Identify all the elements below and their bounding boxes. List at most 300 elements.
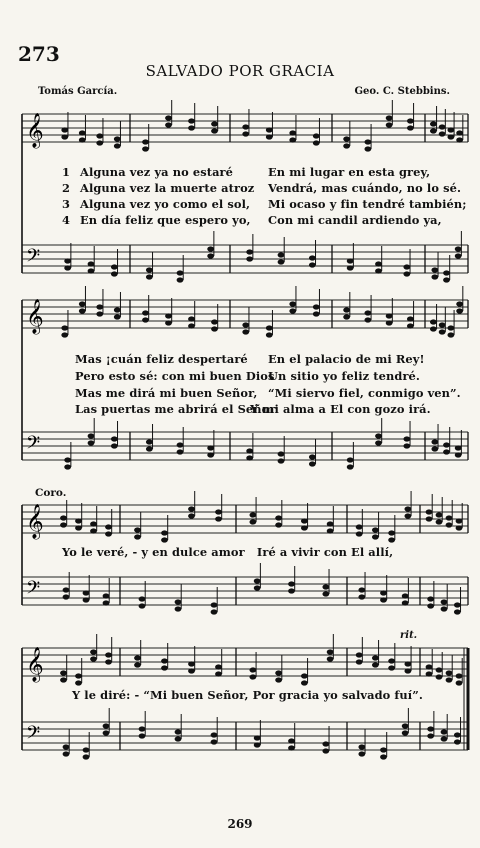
verse-line: Alguna vez la muerte atroz xyxy=(80,181,255,195)
hymn-title: SALVADO POR GRACIA xyxy=(145,62,335,80)
bass-note xyxy=(211,732,218,737)
treble-note xyxy=(165,320,172,325)
bass-note xyxy=(103,723,110,728)
treble-note xyxy=(456,308,463,313)
treble-note xyxy=(105,531,112,536)
treble-note xyxy=(364,310,371,315)
bass-note xyxy=(88,261,95,266)
bass-note xyxy=(146,267,153,272)
treble-note xyxy=(436,512,443,517)
treble-note xyxy=(372,527,379,532)
treble-note xyxy=(96,311,103,316)
bass-note xyxy=(207,452,214,457)
bass-note xyxy=(64,457,71,462)
treble-note xyxy=(426,664,433,669)
treble-note xyxy=(90,649,97,654)
verse-number: 2 xyxy=(62,181,71,195)
bass-note xyxy=(455,452,462,457)
treble-note xyxy=(327,528,334,533)
treble-note xyxy=(188,118,195,123)
treble-note xyxy=(364,317,371,322)
chorus-lyric-line-2: Y le diré: - “Mi buen Señor, Por gracia yo salvado fuí”. xyxy=(72,688,423,702)
verse-line: Vendrá, mas cuándo, no lo sé. xyxy=(268,181,462,195)
treble-note xyxy=(266,325,273,330)
bass-note xyxy=(380,590,387,595)
bass-note xyxy=(403,443,410,448)
treble-note xyxy=(456,518,463,523)
treble-note xyxy=(188,125,195,130)
bass-note xyxy=(427,603,434,608)
page-number-bottom: 269 xyxy=(227,817,253,831)
bass-note xyxy=(443,277,450,282)
bass-note xyxy=(380,754,387,759)
treble-note xyxy=(456,525,463,530)
bass-note xyxy=(403,436,410,441)
treble-note xyxy=(426,516,433,521)
treble-note xyxy=(90,656,97,661)
bass-note xyxy=(380,597,387,602)
author-credit: Tomás García. xyxy=(38,86,118,97)
treble-note xyxy=(446,515,453,520)
bass-note xyxy=(111,443,118,448)
treble-note xyxy=(386,122,393,127)
treble-note xyxy=(165,122,172,127)
bass-note xyxy=(175,606,182,611)
bass-note xyxy=(358,744,365,749)
treble-note xyxy=(386,320,393,325)
treble-note xyxy=(388,530,395,535)
treble-note xyxy=(114,314,121,319)
treble-note xyxy=(386,115,393,120)
treble-note xyxy=(90,521,97,526)
bass-note xyxy=(211,739,218,744)
bass-note xyxy=(254,735,261,740)
bass-note xyxy=(254,742,261,747)
bass-note xyxy=(322,741,329,746)
verse-line: Un sitio yo feliz tendré. xyxy=(268,369,420,383)
treble-note xyxy=(343,143,350,148)
treble-note xyxy=(96,140,103,145)
treble-note xyxy=(134,527,141,532)
treble-clef-icon: 𝄞 xyxy=(26,647,44,682)
treble-note xyxy=(364,139,371,144)
treble-note xyxy=(456,301,463,306)
treble-note xyxy=(142,310,149,315)
bass-clef-icon: 𝄢 xyxy=(26,723,41,748)
treble-clef-icon: 𝄞 xyxy=(26,299,44,334)
bass-note xyxy=(177,442,184,447)
bass-note xyxy=(177,277,184,282)
treble-note xyxy=(301,680,308,685)
treble-note xyxy=(456,673,463,678)
treble-note xyxy=(364,146,371,151)
treble-note xyxy=(372,662,379,667)
bass-note xyxy=(63,751,70,756)
bass-note xyxy=(431,274,438,279)
treble-note xyxy=(404,661,411,666)
treble-note xyxy=(426,509,433,514)
bass-note xyxy=(454,732,461,737)
bass-note xyxy=(246,249,253,254)
bass-note xyxy=(455,253,462,258)
bass-note xyxy=(146,274,153,279)
treble-note xyxy=(142,146,149,151)
bass-note xyxy=(83,590,90,595)
treble-note xyxy=(188,316,195,321)
bass-note xyxy=(375,440,382,445)
bass-clef-icon: 𝄢 xyxy=(26,246,41,271)
verse-line: Pero esto sé: con mi buen Dios xyxy=(75,369,275,383)
treble-note xyxy=(211,319,218,324)
bass-note xyxy=(403,264,410,269)
bass-note xyxy=(88,433,95,438)
treble-note xyxy=(105,652,112,657)
treble-note xyxy=(430,121,437,126)
treble-note xyxy=(114,136,121,141)
treble-note xyxy=(75,680,82,685)
treble-note xyxy=(436,674,443,679)
bass-note xyxy=(278,252,285,257)
treble-note xyxy=(105,524,112,529)
bass-note xyxy=(103,600,110,605)
bass-note xyxy=(402,723,409,728)
treble-note xyxy=(75,518,82,523)
bass-note xyxy=(347,457,354,462)
treble-note xyxy=(301,673,308,678)
verse-line: En día feliz que espero yo, xyxy=(80,213,251,227)
bass-note xyxy=(83,747,90,752)
bass-clef-icon: 𝄢 xyxy=(26,433,41,458)
bass-note xyxy=(111,271,118,276)
treble-note xyxy=(215,509,222,514)
treble-note xyxy=(343,136,350,141)
treble-clef-icon: 𝄞 xyxy=(26,504,44,539)
treble-note xyxy=(289,301,296,306)
bass-note xyxy=(455,246,462,251)
verse-number: 4 xyxy=(62,213,71,227)
bass-note xyxy=(309,255,316,260)
treble-note xyxy=(249,512,256,517)
bass-note xyxy=(322,748,329,753)
bass-note xyxy=(246,455,253,460)
treble-note xyxy=(215,671,222,676)
treble-note xyxy=(356,531,363,536)
treble-note xyxy=(404,506,411,511)
bass-note xyxy=(103,593,110,598)
treble-note xyxy=(356,659,363,664)
treble-note xyxy=(60,522,67,527)
bass-note xyxy=(211,609,218,614)
bass-note xyxy=(431,267,438,272)
bass-note xyxy=(441,729,448,734)
bass-note xyxy=(443,270,450,275)
treble-note xyxy=(404,668,411,673)
treble-note xyxy=(430,128,437,133)
treble-note xyxy=(446,677,453,682)
treble-note xyxy=(446,670,453,675)
bass-note xyxy=(103,730,110,735)
bass-note xyxy=(427,596,434,601)
bass-note xyxy=(177,270,184,275)
bass-note xyxy=(454,739,461,744)
ritardando-mark: rit. xyxy=(400,630,418,641)
bass-note xyxy=(309,262,316,267)
treble-note xyxy=(249,667,256,672)
treble-note xyxy=(266,332,273,337)
treble-note xyxy=(447,127,454,132)
bass-note xyxy=(441,606,448,611)
treble-note xyxy=(447,332,454,337)
treble-note xyxy=(79,137,86,142)
bass-note xyxy=(347,265,354,270)
treble-note xyxy=(356,524,363,529)
treble-note xyxy=(407,118,414,123)
treble-note xyxy=(161,530,168,535)
treble-note xyxy=(60,677,67,682)
treble-note xyxy=(447,134,454,139)
treble-note xyxy=(386,313,393,318)
treble-note xyxy=(114,143,121,148)
treble-note xyxy=(456,680,463,685)
treble-note xyxy=(215,516,222,521)
bass-note xyxy=(443,442,450,447)
treble-note xyxy=(275,522,282,527)
page-number-top: 273 xyxy=(18,42,60,66)
bass-note xyxy=(254,585,261,590)
bass-note xyxy=(64,464,71,469)
bass-note xyxy=(455,445,462,450)
treble-note xyxy=(313,140,320,145)
bass-note xyxy=(402,730,409,735)
verse-line: Mas me dirá mi buen Señor, xyxy=(75,386,258,400)
bass-note xyxy=(139,733,146,738)
bass-note xyxy=(88,268,95,273)
treble-note xyxy=(446,522,453,527)
treble-note xyxy=(313,311,320,316)
bass-note xyxy=(139,726,146,731)
bass-note xyxy=(139,603,146,608)
treble-note xyxy=(327,521,334,526)
treble-note xyxy=(436,519,443,524)
verse-line: Mi ocaso y fin tendré también; xyxy=(268,197,467,211)
bass-note xyxy=(427,726,434,731)
treble-note xyxy=(343,307,350,312)
bass-note xyxy=(347,258,354,263)
treble-note xyxy=(404,513,411,518)
treble-note xyxy=(165,313,172,318)
bass-note xyxy=(403,271,410,276)
verse-number: 1 xyxy=(62,165,71,179)
bass-note xyxy=(375,433,382,438)
treble-note xyxy=(161,665,168,670)
treble-note xyxy=(61,325,68,330)
bass-note xyxy=(288,745,295,750)
bass-note xyxy=(175,736,182,741)
bass-note xyxy=(454,609,461,614)
treble-note xyxy=(275,677,282,682)
treble-note xyxy=(430,326,437,331)
bass-note xyxy=(288,581,295,586)
bass-note xyxy=(288,588,295,593)
bass-note xyxy=(146,446,153,451)
treble-note xyxy=(327,649,334,654)
treble-clef-icon: 𝄞 xyxy=(26,113,44,148)
treble-note xyxy=(430,319,437,324)
treble-note xyxy=(407,323,414,328)
bass-note xyxy=(175,599,182,604)
verse-line: “Mi siervo fiel, conmigo ven”. xyxy=(268,386,461,400)
bass-note xyxy=(278,259,285,264)
treble-note xyxy=(242,322,249,327)
bass-note xyxy=(211,602,218,607)
bass-note xyxy=(427,733,434,738)
treble-note xyxy=(388,658,395,663)
bass-note xyxy=(375,268,382,273)
bass-note xyxy=(358,594,365,599)
treble-note xyxy=(61,127,68,132)
treble-note xyxy=(134,655,141,660)
bass-note xyxy=(358,751,365,756)
bass-note xyxy=(441,599,448,604)
treble-note xyxy=(96,133,103,138)
chorus-label: Coro. xyxy=(35,487,67,499)
treble-note xyxy=(61,332,68,337)
treble-note xyxy=(372,534,379,539)
bass-note xyxy=(322,584,329,589)
treble-note xyxy=(142,139,149,144)
bass-note xyxy=(322,591,329,596)
bass-note xyxy=(309,454,316,459)
treble-note xyxy=(188,506,195,511)
treble-note xyxy=(60,515,67,520)
treble-note xyxy=(249,674,256,679)
treble-note xyxy=(289,130,296,135)
treble-note xyxy=(447,325,454,330)
bass-note xyxy=(347,464,354,469)
treble-note xyxy=(211,128,218,133)
treble-note xyxy=(96,304,103,309)
treble-note xyxy=(188,661,195,666)
treble-note xyxy=(60,670,67,675)
bass-note xyxy=(375,261,382,266)
bass-note xyxy=(431,439,438,444)
treble-note xyxy=(79,130,86,135)
bass-note xyxy=(88,440,95,445)
treble-note xyxy=(456,130,463,135)
treble-note xyxy=(439,322,446,327)
bass-note xyxy=(288,738,295,743)
treble-note xyxy=(426,671,433,676)
verse-line: Mas ¡cuán feliz despertaré xyxy=(75,352,248,366)
treble-note xyxy=(456,137,463,142)
bass-note xyxy=(139,596,146,601)
treble-note xyxy=(436,667,443,672)
bass-note xyxy=(278,458,285,463)
treble-note xyxy=(266,127,273,132)
treble-note xyxy=(275,670,282,675)
treble-note xyxy=(79,301,86,306)
treble-note xyxy=(105,659,112,664)
verse-line: Las puertas me abrirá el Señor xyxy=(75,402,276,416)
treble-note xyxy=(165,115,172,120)
treble-note xyxy=(114,307,121,312)
treble-note xyxy=(161,658,168,663)
treble-note xyxy=(188,668,195,673)
treble-note xyxy=(75,525,82,530)
bass-note xyxy=(207,253,214,258)
treble-note xyxy=(439,131,446,136)
bass-note xyxy=(64,258,71,263)
treble-note xyxy=(327,656,334,661)
treble-note xyxy=(61,134,68,139)
bass-note xyxy=(83,597,90,602)
verse-line: Alguna vez ya no estaré xyxy=(80,165,233,179)
bass-note xyxy=(441,736,448,741)
bass-note xyxy=(63,594,70,599)
bass-note xyxy=(309,461,316,466)
bass-note xyxy=(207,445,214,450)
treble-note xyxy=(343,314,350,319)
bass-note xyxy=(278,451,285,456)
treble-note xyxy=(242,131,249,136)
bass-note xyxy=(431,446,438,451)
chorus-lyric-line-1: Yo le veré, - y en dulce amor Iré a vivir con El allí, xyxy=(62,545,394,559)
bass-note xyxy=(246,256,253,261)
verse-line: Con mi candil ardiendo ya, xyxy=(268,213,442,227)
bass-note xyxy=(83,754,90,759)
treble-note xyxy=(90,528,97,533)
treble-note xyxy=(313,304,320,309)
treble-note xyxy=(301,525,308,530)
treble-note xyxy=(388,665,395,670)
treble-note xyxy=(142,317,149,322)
treble-note xyxy=(134,534,141,539)
treble-note xyxy=(242,329,249,334)
treble-note xyxy=(211,326,218,331)
treble-note xyxy=(356,652,363,657)
bass-note xyxy=(454,602,461,607)
verse-line: En el palacio de mi Rey! xyxy=(268,352,425,366)
composer-credit: Geo. C. Stebbins. xyxy=(354,86,450,97)
bass-note xyxy=(443,449,450,454)
verse-line: Alguna vez yo como el sol, xyxy=(80,197,251,211)
treble-note xyxy=(266,134,273,139)
bass-note xyxy=(177,449,184,454)
bass-note xyxy=(63,587,70,592)
bass-note xyxy=(111,436,118,441)
treble-note xyxy=(79,308,86,313)
treble-note xyxy=(211,121,218,126)
treble-note xyxy=(313,133,320,138)
treble-note xyxy=(407,316,414,321)
bass-note xyxy=(111,264,118,269)
treble-note xyxy=(188,513,195,518)
verse-line: En mi lugar en esta grey, xyxy=(268,165,431,179)
bass-note xyxy=(146,439,153,444)
treble-note xyxy=(134,662,141,667)
bass-note xyxy=(64,265,71,270)
treble-note xyxy=(289,137,296,142)
treble-note xyxy=(242,124,249,129)
treble-note xyxy=(301,518,308,523)
bass-note xyxy=(63,744,70,749)
treble-note xyxy=(188,323,195,328)
treble-note xyxy=(407,125,414,130)
treble-note xyxy=(249,519,256,524)
treble-note xyxy=(75,673,82,678)
bass-note xyxy=(175,729,182,734)
treble-note xyxy=(388,537,395,542)
